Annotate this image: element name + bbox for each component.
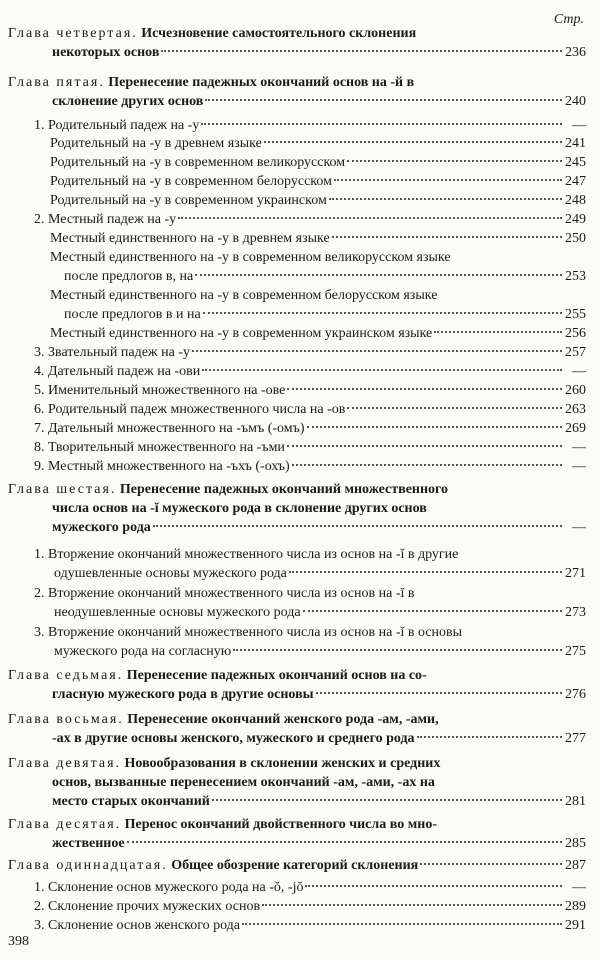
entry-page-number: 281 [565, 794, 586, 809]
chapter-label: Глава десятая. [8, 817, 122, 832]
chapter-title: Перенос окончаний двойственного числа во мно- [124, 817, 437, 832]
toc-entry-chapter [8, 754, 586, 811]
entry-text: одушевленные основы мужеского рода [54, 566, 287, 581]
toc-entry-chapter [8, 73, 586, 111]
entry-text: 2. Вторжение окончаний множественного числа из основ на -ĭ в [34, 586, 415, 601]
dot-leader [329, 198, 562, 200]
toc-entry-sub [50, 286, 586, 324]
dot-leader [212, 799, 562, 801]
toc-entry-item [34, 400, 586, 419]
dot-leader [289, 571, 562, 573]
chapter-label: Глава одиннадцатая. [8, 858, 168, 873]
entry-text: неодушевленные основы мужеского рода [54, 605, 301, 620]
chapter-title: Перенесение падежных окончаний множественного [119, 482, 449, 497]
chapter-title: Исчезновение самостоятельного склонения [141, 26, 417, 41]
entry-text: -ах в другие основы женского, мужеского и среднего рода [52, 731, 415, 746]
toc-entry-chapter [8, 710, 586, 748]
dot-leader [420, 863, 562, 865]
dot-leader [195, 274, 562, 276]
dot-leader [264, 141, 562, 143]
entry-text: Родительный на -у в современном украинском [50, 193, 327, 208]
dot-leader [303, 610, 562, 612]
entry-text: 3. Склонение основ женского рода [34, 918, 241, 933]
entry-page-number: 287 [565, 858, 586, 873]
entry-text: 3. Звательный падеж на -у [34, 345, 190, 360]
entry-page-number: 263 [565, 402, 586, 417]
dot-leader [202, 369, 562, 371]
entry-page-number: 269 [565, 421, 586, 436]
entry-text: числа основ на -ĭ мужеского рода в склонение других основ [52, 501, 427, 516]
toc-entry-item [34, 545, 586, 583]
chapter-label: Глава пятая. [8, 75, 105, 90]
toc-entry-item [34, 916, 586, 935]
toc-entry-sub [50, 153, 586, 172]
dot-leader [178, 217, 562, 219]
entry-page-number: — [572, 364, 586, 379]
dot-leader [287, 388, 562, 390]
toc-entry-item [34, 343, 586, 362]
entry-text: 7. Дательный множественного на -ъмъ (-омъ) [34, 421, 305, 436]
entry-text: Местный единственного на -у в древнем языке [50, 231, 330, 246]
entry-text: после предлогов в и на [64, 307, 201, 322]
entry-page-number: 277 [565, 731, 586, 746]
entry-text: 3. Вторжение окончаний множественного числа из основ на -ĭ в основы [34, 625, 463, 640]
dot-leader [307, 426, 562, 428]
entry-text: 6. Родительный падеж множественного числа на -ов [34, 402, 346, 417]
entry-text: склонение других основ [52, 94, 204, 109]
chapter-label: Глава шестая. [8, 482, 117, 497]
dot-leader [153, 525, 562, 527]
dot-leader [434, 331, 562, 333]
entry-text: место старых окончаний [52, 794, 210, 809]
entry-page-number: 271 [565, 566, 586, 581]
dot-leader [287, 445, 562, 447]
entry-page-number: 275 [565, 644, 586, 659]
toc-entry-item [34, 419, 586, 438]
chapter-title: Новообразования в склонении женских и средних [124, 756, 441, 771]
entry-text: 2. Склонение прочих мужеских основ [34, 899, 261, 914]
dot-leader [242, 923, 562, 925]
toc-entry-sub [50, 172, 586, 191]
entry-page-number: — [572, 520, 586, 535]
entry-text: жественное [52, 836, 125, 851]
entry-page-number: 247 [565, 174, 586, 189]
entry-page-number: 236 [565, 45, 586, 60]
toc-entry-chapter [8, 856, 586, 875]
entry-page-number: — [572, 880, 586, 895]
entry-page-number: 257 [565, 345, 586, 360]
entry-page-number: 285 [565, 836, 586, 851]
entry-page-number: 240 [565, 94, 586, 109]
entry-text: 1. Склонение основ мужеского рода на -ŏ, -jŏ [34, 880, 304, 895]
toc-entry-item [34, 897, 586, 916]
dot-leader [334, 179, 562, 181]
entry-text: 4. Дательный падеж на -ови [34, 364, 201, 379]
entry-text: гласную мужеского рода в другие основы [52, 687, 314, 702]
entry-page-number: 241 [565, 136, 586, 151]
dot-leader [192, 350, 562, 352]
dot-leader [417, 736, 562, 738]
dot-leader [233, 649, 562, 651]
dot-leader [161, 50, 562, 52]
entry-page-number: 250 [565, 231, 586, 246]
entry-page-number: 260 [565, 383, 586, 398]
toc-entry-item [34, 362, 586, 381]
entry-text: Местный единственного на -у в современном белорусском языке [50, 288, 438, 303]
chapter-label: Глава девятая. [8, 756, 122, 771]
entry-text: 1. Родительный падеж на -у [34, 118, 200, 133]
chapter-title: Перенесение окончаний женского рода -ам, -ами, [127, 712, 439, 727]
dot-leader [292, 464, 562, 466]
entry-text: 8. Творительный множественного на -ъми [34, 440, 285, 455]
entry-page-number: 255 [565, 307, 586, 322]
toc-entry-item [34, 438, 586, 457]
entry-text: 1. Вторжение окончаний множественного числа из основ на -ĭ в другие [34, 547, 459, 562]
toc-entry-item [34, 878, 586, 897]
chapter-title: Общее обозрение категорий склонения [171, 858, 419, 873]
entry-text: Местный единственного на -у в современном великорусском языке [50, 250, 451, 265]
entry-page-number: 245 [565, 155, 586, 170]
entry-text: 5. Именительный множественного на -ове [34, 383, 286, 398]
toc-entry-item [34, 584, 586, 622]
page-column-header: Стр. [553, 12, 584, 27]
entry-text: Местный единственного на -у в современном украинском языке [50, 326, 433, 341]
dot-leader [305, 885, 562, 887]
entry-page-number: 291 [565, 918, 586, 933]
entry-text: Родительный на -у в современном великорусском [50, 155, 346, 170]
chapter-label: Глава седьмая. [8, 668, 124, 683]
page-number: 398 [8, 934, 29, 949]
chapter-label: Глава четвертая. [8, 26, 138, 41]
dot-leader [127, 841, 562, 843]
toc-entry-item [34, 210, 586, 229]
dot-leader [316, 692, 562, 694]
toc-entry-sub [50, 191, 586, 210]
entry-page-number: 256 [565, 326, 586, 341]
entry-text: мужеского рода на согласную [54, 644, 232, 659]
entry-text: Родительный на -у в древнем языке [50, 136, 262, 151]
toc-entry-sub [50, 134, 586, 153]
entry-page-number: 289 [565, 899, 586, 914]
dot-leader [347, 160, 562, 162]
toc-entry-item [34, 381, 586, 400]
dot-leader [332, 236, 562, 238]
dot-leader [201, 123, 562, 125]
toc-entry-sub [50, 248, 586, 286]
toc-entry-item [34, 623, 586, 661]
dot-leader [262, 904, 562, 906]
entry-text: основ, вызванные перенесением окончаний -ам, -ами, -ах на [52, 775, 435, 790]
dot-leader [205, 99, 562, 101]
toc-entry-item [34, 116, 586, 135]
entry-page-number: 273 [565, 605, 586, 620]
entry-text: 9. Местный множественного на -ъхъ (-охъ) [34, 459, 290, 474]
entry-page-number: — [572, 118, 586, 133]
toc-entry-item [34, 457, 586, 476]
entry-text: Родительный на -у в современном белорусском [50, 174, 332, 189]
toc-entry-chapter [8, 480, 586, 537]
chapter-label: Глава восьмая. [8, 712, 124, 727]
chapter-title: Перенесение падежных окончаний основ на -й в [108, 75, 415, 90]
toc-entry-sub [50, 324, 586, 343]
entry-text: после предлогов в, на [64, 269, 194, 284]
chapter-title: Перенесение падежных окончаний основ на со- [126, 668, 427, 683]
toc-entry-chapter [8, 815, 586, 853]
toc-entry-chapter [8, 666, 586, 704]
dot-leader [203, 312, 562, 314]
entry-page-number: 253 [565, 269, 586, 284]
dot-leader [347, 407, 562, 409]
toc-entry-sub [50, 229, 586, 248]
entry-page-number: — [572, 459, 586, 474]
entry-text: 2. Местный падеж на -у [34, 212, 177, 227]
entry-page-number: — [572, 440, 586, 455]
entry-page-number: 249 [565, 212, 586, 227]
entry-page-number: 248 [565, 193, 586, 208]
toc-entry-chapter [8, 24, 586, 62]
entry-text: мужеского рода [52, 520, 151, 535]
entry-page-number: 276 [565, 687, 586, 702]
entry-text: некоторых основ [52, 45, 160, 60]
